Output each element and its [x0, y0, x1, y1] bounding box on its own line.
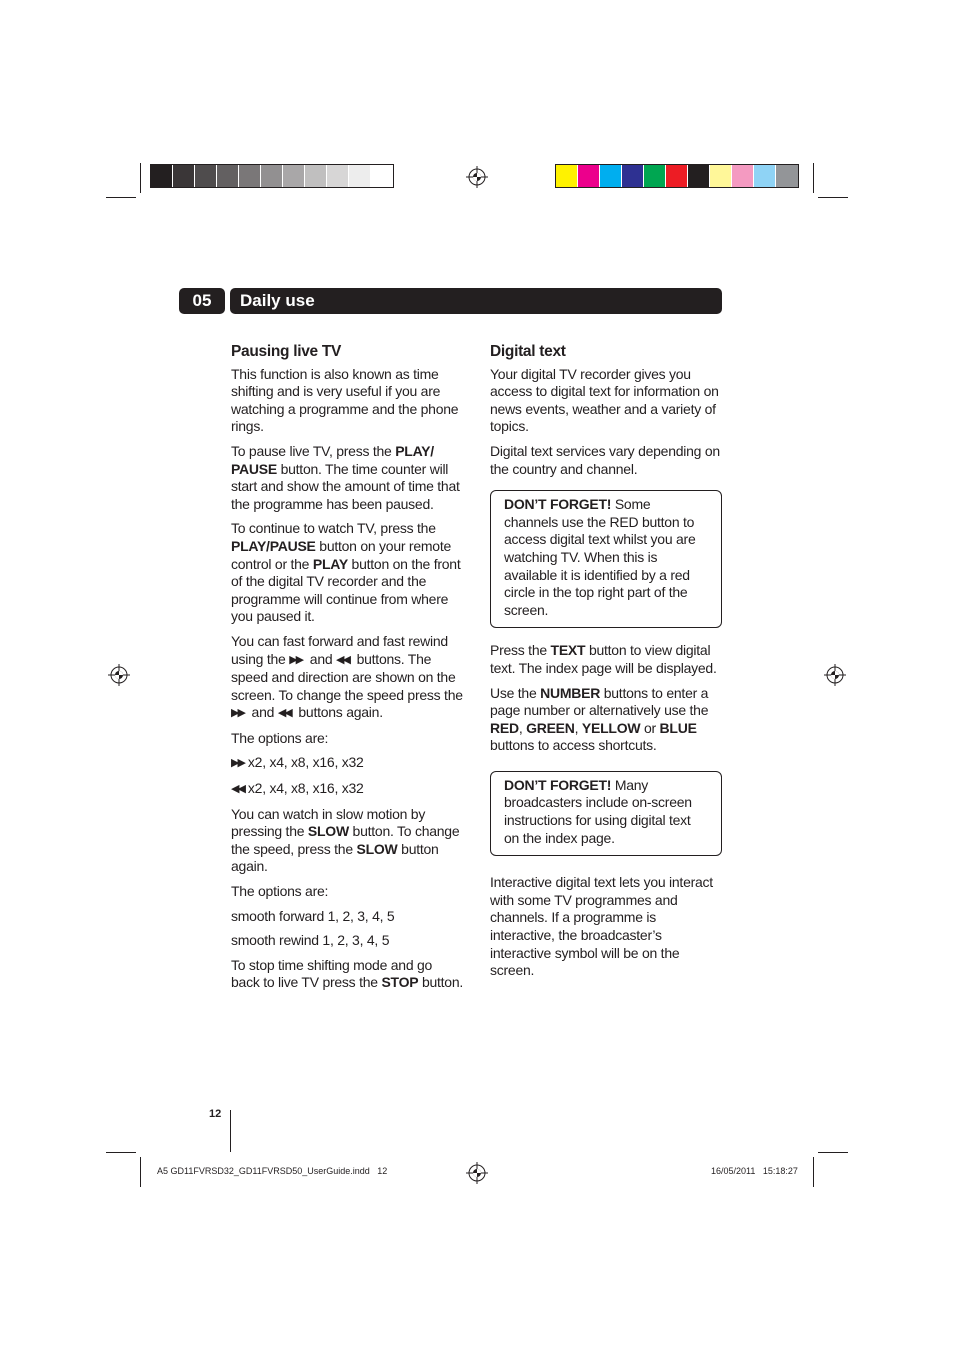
color-swatch: [600, 165, 622, 187]
crop-mark: [106, 197, 136, 198]
fast-forward-icon: ▶▶: [231, 707, 244, 720]
color-swatch: [776, 165, 798, 187]
paragraph: You can fast forward and fast rewind using the ▶▶ and ◀◀ buttons. The speed and direction are shown on the screen. To change the speed press the ▶▶ and ◀◀ buttons again.: [231, 632, 463, 721]
paragraph: Your digital TV recorder gives you access to digital text for information on news events, weather and a variety of topics.: [490, 365, 719, 435]
crop-mark: [230, 1110, 231, 1152]
slug-timestamp: 16/05/2011 15:18:27: [711, 1166, 798, 1176]
color-swatch: [754, 165, 776, 187]
dont-forget-label: DON’T FORGET!: [504, 776, 612, 793]
crop-mark: [813, 1157, 814, 1187]
paragraph: Digital text services vary depending on the country and channel.: [490, 442, 720, 477]
color-swatch: [710, 165, 732, 187]
color-swatch: [305, 165, 327, 187]
paragraph: To stop time shifting mode and go back to live TV press the STOP button.: [231, 956, 464, 991]
registration-mark-icon: [108, 664, 130, 686]
chapter-number: 05: [179, 288, 225, 314]
color-swatch: [239, 165, 261, 187]
paragraph: The options are:: [231, 729, 329, 746]
registration-mark-icon: [466, 166, 488, 188]
crop-mark: [140, 1157, 141, 1187]
rewind-icon: ◀◀: [277, 707, 291, 720]
paragraph: You can watch in slow motion by pressing the SLOW button. To change the speed, press the SLOW button again.: [231, 805, 460, 875]
page-number: 12: [209, 1108, 222, 1120]
crop-mark: [140, 163, 141, 193]
chapter-title: Daily use: [230, 288, 722, 314]
color-swatch: [732, 165, 754, 187]
color-swatch: [261, 165, 283, 187]
color-swatch: [151, 165, 173, 187]
rewind-icon: ◀◀: [336, 653, 349, 666]
color-swatch-bar: [555, 164, 799, 188]
crop-mark: [818, 1152, 848, 1153]
crop-mark: [813, 163, 814, 193]
slug-filename: A5 GD11FVRSD32_GD11FVRSD50_UserGuide.indd 12: [157, 1166, 388, 1176]
color-swatch: [578, 165, 600, 187]
fast-forward-icon: ▶▶: [231, 757, 244, 770]
color-swatch: [622, 165, 644, 187]
crop-mark: [818, 197, 848, 198]
section-heading-digital-text: Digital text: [490, 343, 566, 360]
paragraph: This function is also known as time shifting and is very useful if you are watching a programme and the phone rings.: [231, 365, 459, 435]
dont-forget-label: DON’T FORGET!: [504, 496, 612, 513]
color-swatch: [556, 165, 578, 187]
paragraph: The options are:: [231, 883, 329, 900]
option-line: smooth rewind 1, 2, 3, 4, 5: [231, 932, 390, 949]
color-swatch: [327, 165, 349, 187]
option-line: ◀◀ x2, x4, x8, x16, x32: [231, 780, 364, 797]
crop-mark: [106, 1152, 136, 1153]
paragraph: To pause live TV, press the PLAY/ PAUSE button. The time counter will start and show the amount of time that the programme has been paused.: [231, 442, 460, 512]
option-line: ▶▶ x2, x4, x8, x16, x32: [231, 754, 364, 771]
color-swatch: [688, 165, 710, 187]
section-heading-pausing: Pausing live TV: [231, 343, 342, 360]
dont-forget-box: DON’T FORGET! Some channels use the RED button to access digital text whilst you are watching TV. When this is available it is identified by a red circle in the top right part of the screen.: [490, 490, 722, 628]
paragraph: Press the TEXT button to view digital text. The index page will be displayed.: [490, 642, 717, 676]
color-swatch: [349, 165, 371, 187]
left-column: [231, 343, 463, 999]
color-swatch: [371, 165, 393, 187]
color-swatch: [195, 165, 217, 187]
paragraph: Use the NUMBER buttons to enter a page number or alternatively use the RED, GREEN, YELLOW or BLUE buttons to access shortcuts.: [490, 684, 709, 754]
color-swatch: [666, 165, 688, 187]
registration-mark-icon: [466, 1162, 488, 1184]
color-swatch: [283, 165, 305, 187]
dont-forget-box: DON’T FORGET! Many broadcasters include on-screen instructions for using digital text on the index page.: [490, 771, 722, 856]
color-swatch: [644, 165, 666, 187]
right-column: [490, 343, 722, 987]
color-swatch: [173, 165, 195, 187]
paragraph: To continue to watch TV, press the PLAY/PAUSE button on your remote control or the PLAY button on the front of the digital TV recorder and the programme will continue from where you paused it.: [231, 520, 461, 625]
rewind-icon: ◀◀: [231, 783, 244, 796]
option-line: smooth forward 1, 2, 3, 4, 5: [231, 907, 395, 924]
color-swatch: [217, 165, 239, 187]
fast-forward-icon: ▶▶: [289, 653, 303, 666]
registration-mark-icon: [824, 664, 846, 686]
paragraph: Interactive digital text lets you interact with some TV programmes and channels. If a programme is interactive, the broadcaster’s interactive symbol will be on the screen.: [490, 874, 713, 979]
gray-swatch-bar: [150, 164, 394, 188]
